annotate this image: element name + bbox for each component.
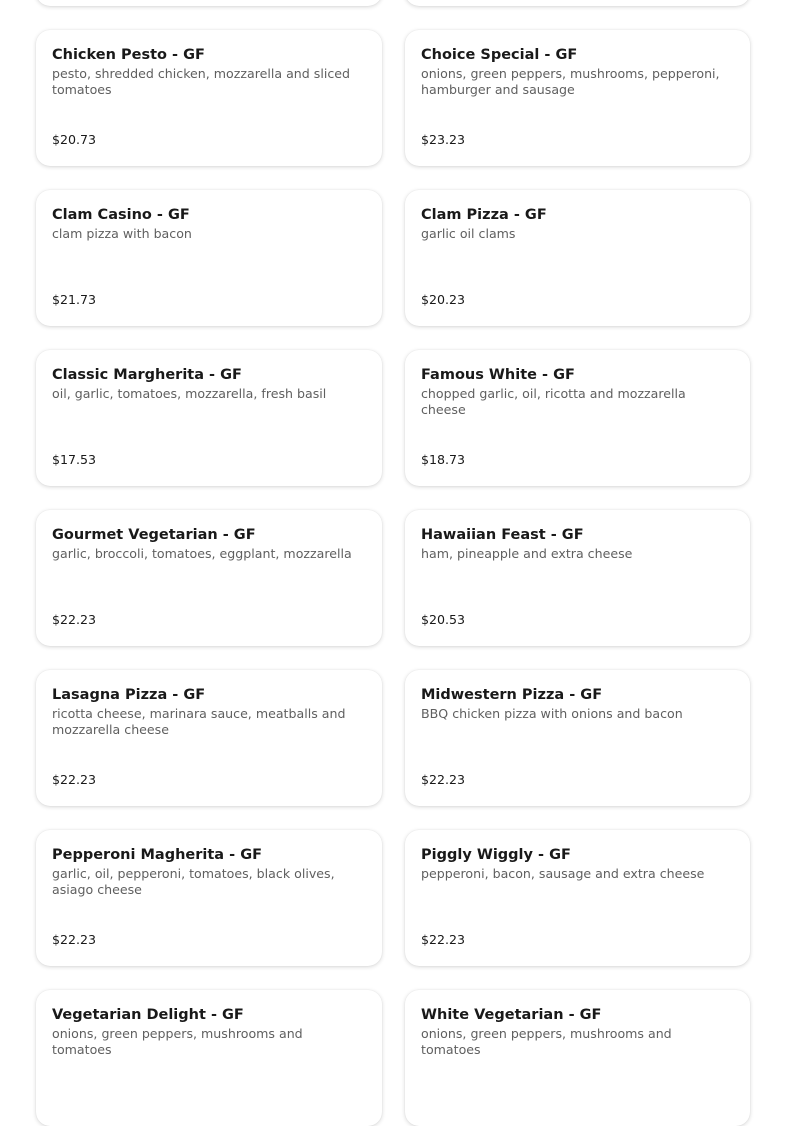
menu-item-description: garlic oil clams: [421, 226, 516, 241]
menu-item-card[interactable]: [36, 30, 382, 166]
menu-item-card[interactable]: [405, 510, 750, 646]
menu-item-card[interactable]: [36, 990, 382, 1126]
menu-item-price: $17.53: [52, 452, 97, 467]
menu-item-card[interactable]: [405, 670, 750, 806]
menu-item-card[interactable]: [405, 350, 750, 486]
menu-item-card[interactable]: [36, 830, 382, 966]
menu-item-description: BBQ chicken pizza with onions and bacon: [421, 706, 683, 721]
menu-item-name: White Vegetarian - GF: [421, 1007, 602, 1023]
menu-item-description: clam pizza with bacon: [52, 226, 192, 241]
menu-item-price: $20.73: [52, 132, 97, 147]
menu-item-name: Lasagna Pizza - GF: [52, 687, 206, 703]
menu-item-description: ham, pineapple and extra cheese: [421, 546, 633, 561]
menu-item-name: Choice Special - GF: [421, 47, 578, 63]
menu-item-description: ricotta cheese, marinara sauce, meatballs and mozzarella cheese: [52, 706, 346, 737]
menu-item-card[interactable]: [36, 510, 382, 646]
menu-item-price: $22.23: [421, 932, 466, 947]
menu-item-price: $20.23: [421, 292, 466, 307]
menu-item-grid: [36, 0, 750, 1126]
menu-item-price: $22.23: [52, 772, 97, 787]
menu-item-card[interactable]: [36, 350, 382, 486]
menu-item-name: Hawaiian Feast - GF: [421, 527, 584, 543]
menu-item-description: pesto, shredded chicken, mozzarella and sliced tomatoes: [52, 66, 350, 97]
menu-item-price: $22.23: [421, 772, 466, 787]
menu-item-card[interactable]: [405, 0, 750, 6]
menu-item-name: Pepperoni Magherita - GF: [52, 847, 263, 863]
menu-item-price: $23.23: [421, 132, 466, 147]
menu-item-price: $22.23: [52, 612, 97, 627]
menu-item-description: chopped garlic, oil, ricotta and mozzarella cheese: [421, 386, 686, 417]
menu-item-description: onions, green peppers, mushrooms and tomatoes: [421, 1026, 672, 1057]
menu-item-name: Classic Margherita - GF: [52, 367, 242, 383]
menu-item-description: garlic, oil, pepperoni, tomatoes, black olives, asiago cheese: [52, 866, 335, 897]
menu-item-description: oil, garlic, tomatoes, mozzarella, fresh basil: [52, 386, 327, 401]
menu-item-price: $21.73: [52, 292, 97, 307]
menu-item-card[interactable]: [405, 190, 750, 326]
menu-item-price: $22.23: [52, 932, 97, 947]
menu-item-card[interactable]: [36, 190, 382, 326]
menu-item-card[interactable]: [405, 990, 750, 1126]
menu-item-name: Midwestern Pizza - GF: [421, 687, 603, 703]
menu-item-description: garlic, broccoli, tomatoes, eggplant, mozzarella: [52, 546, 352, 561]
menu-item-description: pepperoni, bacon, sausage and extra cheese: [421, 866, 705, 881]
menu-item-name: Chicken Pesto - GF: [52, 47, 205, 63]
menu-item-description: onions, green peppers, mushrooms and tomatoes: [52, 1026, 303, 1057]
menu-item-price: $18.73: [421, 452, 466, 467]
menu-item-card[interactable]: [405, 30, 750, 166]
menu-item-name: Clam Casino - GF: [52, 207, 190, 223]
menu-item-card[interactable]: [405, 830, 750, 966]
menu-item-name: Gourmet Vegetarian - GF: [52, 527, 256, 543]
menu-item-card[interactable]: [36, 670, 382, 806]
menu-item-name: Vegetarian Delight - GF: [52, 1007, 244, 1023]
menu-item-price: $20.53: [421, 612, 466, 627]
menu-item-name: Famous White - GF: [421, 367, 575, 383]
menu-item-name: Piggly Wiggly - GF: [421, 847, 571, 863]
menu-item-card[interactable]: [36, 0, 382, 6]
menu-item-name: Clam Pizza - GF: [421, 207, 547, 223]
menu-item-description: onions, green peppers, mushrooms, pepperoni, hamburger and sausage: [421, 66, 720, 97]
